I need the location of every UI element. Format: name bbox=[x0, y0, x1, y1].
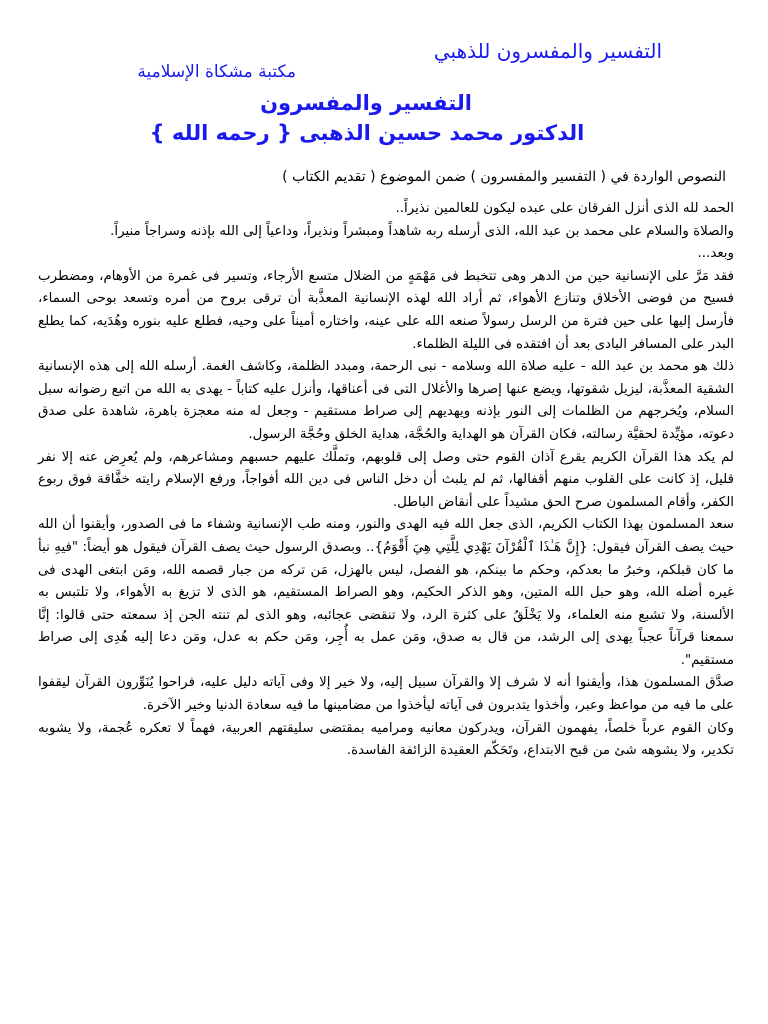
paragraph-quran-impact: لم يكد هذا القرآن الكريم يقرع آذان القوم حتى وصل إلى قلوبهم، وتملَّك عليهم حسبهم ومشاعرهم، ولم يُعرِض عنه إلا نفر قليل، إذ كانت على القلوب منهم أقفالها، ثم لم يلبث أن دخل الناس فى دين الله أفواجاً، ورفع الإسلام رايته خفَّاقة فوق ربوع الكفر، وأقام المسلمون صرح الحق مشيداً على أنقاض الباطل. bbox=[38, 449, 734, 510]
paragraph-prophet: ذلك هو محمد بن عبد الله - عليه صلاة الله وسلامه - نبى الرحمة، ومبدد الظلمة، وكاشف الغمة. أرسله الله إلى هذه الإنسانية الشقية المعذَّبة، ليزيل شقوتها، ويضع عنها إصرها والأغلال التى فى أعناقها، وأنزل عليه كتاباً - يهدى به الله من اتبع رضوانه سبل السلام، ويُخرجهم من الظلمات إلى النور بإذنه ويهديهم إلى صراط مستقيم - وجعل له منه معجزة باهرة، شاهدة على صدق دعوته، مؤيِّدة لحقيَّة رسالته، فكان القرآن هو الهداية والحُجَّة، هداية الخلق وحُجَّة الرسول. bbox=[38, 359, 734, 442]
paragraph-hamd: الحمد لله الذى أنزل الفرقان على عبده ليكون للعالمين نذيراً.. bbox=[395, 201, 734, 216]
context-note: النصوص الواردة في ( التفسير والمفسرون ) ضمن الموضوع ( تقديم الكتاب ) bbox=[282, 169, 726, 185]
paragraph-muslims-happy: سعد المسلمون بهذا الكتاب الكريم، الذى جعل الله فيه الهدى والنور، ومنه طب الإنسانية وشفاء ما فى الصدور، وأيقنوا أن الله حيث يصف القرآن فيقول: {إِنَّ هَـٰذَا ٱلْقُرْآنَ يَهْدِي لِلَّتِي هِيَ أَقْوَمُ}.. وبصدق الرسول حيث يصف القرآن فيقول هو أيضاً: "فيهِ نبأ ما كان قبلكم، وخبرُ ما بعدكم، وحكم ما بينكم، هو الفصل، ليس بالهزل، مَن تركه من جبار قصمه الله، ومَن ابتغى الهدى فى غيره أضله الله، وهو حبل الله المتين، وهو الذكر الحكيم، وهو الصراط المستقيم، هو الذى لا تزيغ به الأهواء، ولا تلتبس به الألسنة، ولا تشبع منه العلماء، ولا يَخْلَقُ على كثرة الرد، ولا تنقضى عجائبه، وهو الذى لم تنته الجن إذ سمعته حتى قالوا: إنَّا سمعنا قرآناً عجباً يهدى إلى الرشد، من قال به صدق، ومَن عمل به أُجِر، ومَن حكم به عدل، ومَن دعا إليه هُدِى إلى صراط مستقيم". bbox=[38, 517, 734, 668]
paragraph-baad: وبعد... bbox=[697, 246, 734, 262]
main-title: التفسير والمفسرون bbox=[260, 91, 472, 115]
book-title: التفسير والمفسرون للذهبي bbox=[433, 39, 662, 63]
paragraph-humanity: فقد مَرَّ على الإنسانية حين من الدهر وهى تتخبط فى مَهْمَهٍ من الضلال متسع الأرجاء، وتسير فى غمرة من الأوهام، ومضطرب فسيح من فوضى الأخلاق وتنازع الأهواء، ثم أراد الله لهذه الإنسانية المعذَّبة أن ترقى بروح من أمره وتسعد بوحى السماء، فأرسل إليها على حين فترة من الرسل رسولاً صنعه الله على عينه، واختاره أميناً على وحيه، فطلع عليه بنوره وهُدَيه، كما يطلع البدر على المسافر البادى بعد أن افتقده فى الليلة الظلماء. bbox=[38, 268, 734, 352]
paragraph-believed: صدَّق المسلمون هذا، وأيقنوا أنه لا شرف إلا والقرآن سبيل إليه، ولا خير إلا وفى آياته دليل عليه، فراحوا يُنَوِّرون القرآن ليقفوا على ما فيه من مواعظ وعبر، وأخذوا يتدبرون فى آياته ليأخذوا من مضامينها ما فيه سعادة الدنيا وخير الآخرة. bbox=[38, 675, 734, 714]
paragraph-arabs: وكان القوم عرباً خلصاً، يفهمون القرآن، ويدركون معانيه ومراميه بمقتضى سليقتهم العربية، فهماً لا تعكره عُجمة، ولا يشوبه تكدير، ولا يشوهه شئ من قبح الابتداع، وتَحَكّم العقيدة الزائفة الفاسدة. bbox=[38, 720, 734, 759]
body-text bbox=[38, 198, 734, 763]
library-name: مكتبة مشكاة الإسلامية bbox=[137, 62, 296, 82]
author-line: الدكتور محمد حسين الذهبى { رحمه الله } bbox=[149, 121, 585, 145]
paragraph-salat: والصلاة والسلام على محمد بن عبد الله، الذى أرسله ربه شاهداً ومبشراً ونذيراً، وداعياً إلى الله بإذنه وسراجاً منيراً. bbox=[110, 223, 734, 239]
